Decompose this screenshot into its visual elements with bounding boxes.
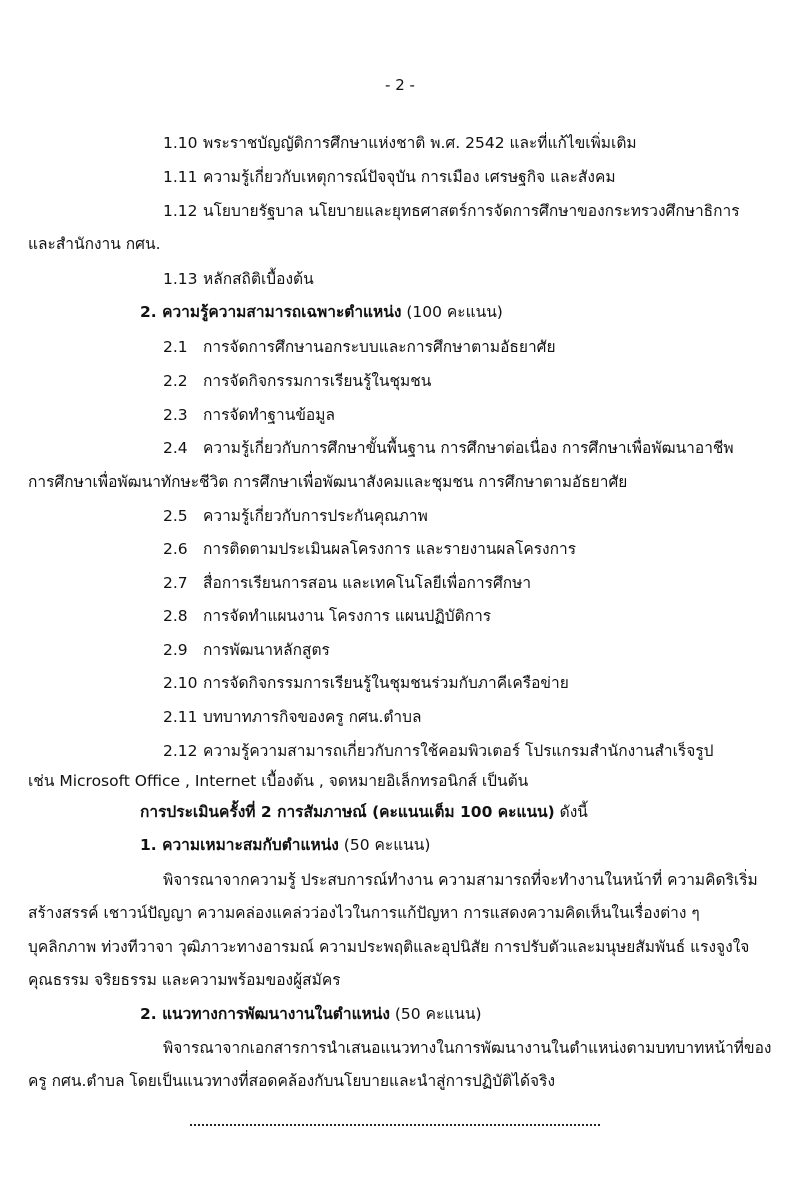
list-item	[163, 639, 330, 661]
criterion-heading-bold: 1. ความเหมาะสมกับตำแหน่ง	[140, 836, 339, 854]
list-item	[163, 605, 491, 627]
list-item	[163, 505, 428, 527]
page-number: - 2 -	[385, 76, 415, 94]
assessment-heading-rest: ดังนี้	[554, 803, 588, 821]
item-text: พระราชบัญญัติการศึกษาแห่งชาติ พ.ศ. 2542 และที่แก้ไขเพิ่มเติม	[203, 134, 637, 152]
item-number: 2.6	[163, 540, 188, 558]
item-number: 2.1	[163, 338, 188, 356]
item-text: หลักสถิติเบื้องต้น	[203, 270, 314, 288]
item-number: 1.10	[163, 134, 198, 152]
criterion-paragraph-line: ครู กศน.ตำบล โดยเป็นแนวทางที่สอดคล้องกับนโยบายและนำสู่การปฏิบัติได้จริง	[28, 1072, 556, 1090]
list-item	[163, 706, 421, 728]
list-item	[163, 268, 314, 290]
list-item	[163, 437, 734, 459]
list-item	[163, 404, 335, 426]
section-heading-rest: (100 คะแนน)	[401, 303, 503, 321]
item-number: 2.11	[163, 708, 198, 726]
item-text: การจัดกิจกรรมการเรียนรู้ในชุมชนร่วมกับภาคีเครือข่าย	[203, 674, 569, 692]
item-text: ความรู้เกี่ยวกับการศึกษาขั้นพื้นฐาน การศึกษาต่อเนื่อง การศึกษาเพื่อพัฒนาอาชีพ	[203, 439, 734, 457]
item-number: 2.9	[163, 641, 188, 659]
item-number: 2.7	[163, 574, 188, 592]
list-item	[163, 132, 637, 154]
item-text: สื่อการเรียนการสอน และเทคโนโลยีเพื่อการศึกษา	[203, 574, 532, 592]
criterion-heading	[140, 834, 430, 856]
criterion-heading-rest: (50 คะแนน)	[338, 836, 431, 854]
list-item	[163, 672, 569, 694]
item-number: 2.3	[163, 406, 188, 424]
criterion-paragraph-line: พิจารณาจากความรู้ ประสบการณ์ทำงาน ความสามารถที่จะทำงานในหน้าที่ ความคิดริเริ่ม	[163, 871, 758, 889]
list-item	[163, 336, 556, 358]
criterion-heading	[140, 1003, 482, 1025]
section-heading-bold: 2. ความรู้ความสามารถเฉพาะตำแหน่ง	[140, 303, 402, 321]
list-item	[163, 572, 531, 594]
item-number: 2.4	[163, 439, 188, 457]
item-text: นโยบายรัฐบาล นโยบายและยุทธศาสตร์การจัดการศึกษาของกระทรวงศึกษาธิการ	[203, 202, 740, 220]
item-text: ความรู้เกี่ยวกับการประกันคุณภาพ	[203, 507, 428, 525]
item-text: ความรู้ความสามารถเกี่ยวกับการใช้คอมพิวเตอร์ โปรแกรมสำนักงานสำเร็จรูป	[203, 742, 714, 760]
list-item	[163, 370, 431, 392]
item-text: ความรู้เกี่ยวกับเหตุการณ์ปัจจุบัน การเมือง เศรษฐกิจ และสังคม	[203, 168, 616, 186]
item-text: การพัฒนาหลักสูตร	[203, 641, 330, 659]
item-continuation: เช่น Microsoft Office , Internet เบื้องต้น , จดหมายอิเล็กทรอนิกส์ เป็นต้น	[28, 772, 529, 790]
item-number: 2.2	[163, 372, 188, 390]
item-number: 1.12	[163, 202, 198, 220]
assessment-heading	[140, 801, 588, 823]
item-continuation: และสำนักงาน กศน.	[28, 235, 161, 253]
criterion-heading-rest: (50 คะแนน)	[389, 1005, 482, 1023]
item-number: 2.5	[163, 507, 188, 525]
criterion-paragraph-line: คุณธรรม จริยธรรม และความพร้อมของผู้สมัคร	[28, 971, 341, 989]
list-item	[163, 740, 714, 762]
list-item	[163, 538, 576, 560]
assessment-heading-bold: การประเมินครั้งที่ 2 การสัมภาษณ์ (คะแนนเต็ม 100 คะแนน)	[140, 803, 555, 821]
item-text: การจัดทำฐานข้อมูล	[203, 406, 335, 424]
list-item	[163, 200, 740, 222]
item-continuation: การศึกษาเพื่อพัฒนาทักษะชีวิต การศึกษาเพื่อพัฒนาสังคมและชุมชน การศึกษาตามอัธยาศัย	[28, 473, 628, 491]
criterion-heading-bold: 2. แนวทางการพัฒนางานในตำแหน่ง	[140, 1005, 390, 1023]
item-number: 1.13	[163, 270, 198, 288]
item-text: การติดตามประเมินผลโครงการ และรายงานผลโครงการ	[203, 540, 577, 558]
criterion-paragraph-line: สร้างสรรค์ เชาวน์ปัญญา ความคล่องแคล่วว่องไวในการแก้ปัญหา การแสดงความคิดเห็นในเรื่องต่าง ๆ	[28, 904, 700, 922]
item-text: การจัดกิจกรรมการเรียนรู้ในชุมชน	[203, 372, 432, 390]
criterion-paragraph-line: พิจารณาจากเอกสารการนำเสนอแนวทางในการพัฒนางานในตำแหน่งตามบทบาทหน้าที่ของ	[163, 1039, 772, 1057]
criterion-paragraph-line: บุคลิกภาพ ท่วงทีวาจา วุฒิภาวะทางอารมณ์ ความประพฤติและอุปนิสัย การปรับตัวและมนุษยสัมพันธ์ แรงจูงใจ	[28, 938, 750, 956]
item-text: การจัดทำแผนงาน โครงการ แผนปฏิบัติการ	[203, 607, 492, 625]
section-heading	[140, 301, 503, 323]
item-number: 1.11	[163, 168, 198, 186]
item-text: บทบาทภารกิจของครู กศน.ตำบล	[203, 708, 422, 726]
item-number: 2.8	[163, 607, 188, 625]
item-number: 2.10	[163, 674, 198, 692]
end-divider	[190, 1124, 600, 1128]
list-item	[163, 166, 616, 188]
item-text: การจัดการศึกษานอกระบบและการศึกษาตามอัธยาศัย	[203, 338, 556, 356]
item-number: 2.12	[163, 742, 198, 760]
